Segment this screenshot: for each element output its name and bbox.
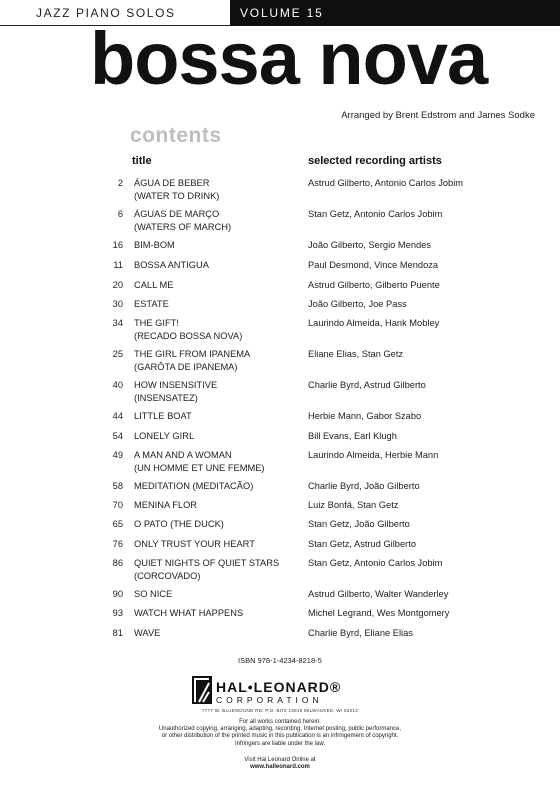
song-subtitle-line: (INSENSATEZ)	[134, 392, 198, 403]
recording-artists: Astrud Gilberto, Antonio Carlos Jobim	[308, 178, 464, 188]
song-title-line: LITTLE BOAT	[134, 411, 192, 421]
page-number: 44	[112, 411, 123, 421]
recording-artists: Stan Getz, Antonio Carlos Jobim	[308, 558, 443, 568]
page-number: 49	[112, 450, 123, 460]
recording-artists: Laurindo Almeida, Herbie Mann	[308, 450, 439, 460]
song-title	[134, 449, 304, 474]
recording-artists: Stan Getz, Astrud Gilberto	[308, 539, 416, 549]
song-title-line: MENINA FLOR	[134, 500, 198, 510]
song-subtitle-line: (CORCOVADO)	[134, 570, 201, 581]
volume-number: VOLUME 15	[240, 6, 324, 20]
song-title-line: ONLY TRUST YOUR HEART	[134, 539, 255, 549]
song-title	[134, 410, 304, 423]
song-subtitle-line: (GARÔTA DE IPANEMA)	[134, 361, 238, 372]
recording-artists: Laurindo Almeida, Hank Mobley	[308, 318, 440, 328]
page-number: 34	[112, 318, 123, 328]
recording-artists: Astrud Gilberto, Gilberto Puente	[308, 280, 440, 290]
recording-artists: Paul Desmond, Vince Mendoza	[308, 260, 439, 270]
page-number: 40	[112, 380, 123, 390]
page-number: 20	[112, 280, 123, 290]
page-number: 11	[113, 260, 123, 270]
song-title-line: ESTATE	[134, 299, 169, 309]
visit-line: Visit Hal Leonard Online at	[244, 757, 316, 763]
recording-artists: Bill Evans, Earl Klugh	[308, 431, 397, 441]
song-title-line: A MAN AND A WOMAN	[134, 450, 232, 460]
series-name: JAZZ PIANO SOLOS	[36, 6, 176, 20]
page-number: 76	[112, 539, 123, 549]
page-number: 81	[112, 628, 123, 638]
song-title-line: ÁGUA DE BEBER	[134, 178, 210, 188]
song-title	[134, 259, 304, 272]
song-title	[134, 279, 304, 292]
page-number: 16	[112, 240, 123, 250]
page-number: 93	[112, 608, 123, 618]
recording-artists: Michel Legrand, Wes Montgomery	[308, 608, 450, 618]
page-number: 2	[117, 178, 123, 188]
recording-artists: Astrud Gilberto, Walter Wanderley	[308, 589, 449, 599]
song-title	[134, 538, 304, 551]
song-subtitle-line: (WATERS OF MARCH)	[134, 221, 232, 232]
copyright-line: For all works contained herein:	[239, 719, 321, 725]
song-title	[134, 317, 304, 342]
recording-artists: João Gilberto, Sergio Mendes	[308, 240, 431, 250]
artists-column-header: selected recording artists	[308, 155, 442, 167]
song-title-line: THE GIFT!	[134, 318, 179, 328]
song-title	[134, 298, 304, 311]
song-title-line: CALL ME	[134, 280, 174, 290]
arranger-credit: Arranged by Brent Edstrom and James Sodke	[341, 110, 535, 121]
copyright-line: Unauthorized copying, arranging, adapting, recording, Internet posting, public performance,	[158, 726, 402, 733]
book-title: bossa nova	[90, 17, 488, 100]
recording-artists: Eliane Elias, Stan Getz	[308, 349, 404, 359]
song-title	[134, 208, 304, 233]
song-title-line: SO NICE	[134, 589, 173, 599]
song-title-line: HOW INSENSITIVE	[134, 380, 218, 390]
website-notice	[180, 757, 380, 771]
website-url[interactable]: www.halleonard.com	[250, 764, 310, 771]
logo-wordmark: HAL•LEONARD®	[216, 679, 342, 695]
logo-subtext: CORPORATION	[216, 695, 323, 705]
song-title-line: ÁGUAS DE MARÇO	[134, 209, 220, 219]
contents-heading: contents	[130, 124, 222, 147]
song-title-line: WAVE	[134, 628, 161, 638]
isbn: ISBN 978-1-4234-8218-5	[238, 656, 322, 665]
copyright-line: or other distribution of the printed music in this publication is an infringement of copyright.	[161, 733, 399, 740]
page-number: 54	[112, 431, 123, 441]
page-number: 58	[112, 481, 123, 491]
page-number: 30	[112, 299, 123, 309]
song-title	[134, 588, 304, 601]
recording-artists: Stan Getz, João Gilberto	[308, 519, 410, 529]
copyright-line: Infringers are liable under the law.	[234, 740, 326, 747]
song-title-line: THE GIRL FROM IPANEMA	[134, 349, 251, 359]
page-number: 70	[112, 500, 123, 510]
recording-artists: Stan Getz, Antonio Carlos Jobim	[308, 209, 443, 219]
song-title-line: MEDITATION (MEDITACÃO)	[134, 481, 254, 491]
recording-artists: Charlie Byrd, Astrud Gilberto	[308, 380, 426, 390]
page-number: 25	[112, 349, 123, 359]
song-subtitle-line: (RECADO BOSSA NOVA)	[134, 330, 243, 341]
recording-artists: Charlie Byrd, João Gilberto	[308, 481, 420, 491]
song-title	[134, 348, 304, 373]
title-column-header: title	[132, 155, 152, 167]
song-subtitle-line: (UN HOMME ET UNE FEMME)	[134, 462, 265, 473]
song-title	[134, 379, 304, 404]
song-subtitle-line: (WATER TO DRINK)	[134, 190, 220, 201]
publisher-address: 7777 W. BLUEMOUND RD. P.O. BOX 13819 MILWAUKEE, WI 53213	[201, 708, 359, 713]
song-title	[134, 177, 304, 202]
song-title	[134, 518, 304, 531]
recording-artists: João Gilberto, Joe Pass	[308, 299, 407, 309]
song-title	[134, 480, 304, 493]
page-number: 6	[117, 209, 123, 219]
song-title-line: BOSSA ANTIGUA	[134, 260, 209, 270]
page-number: 86	[112, 558, 123, 568]
song-title-line: WATCH WHAT HAPPENS	[134, 608, 244, 618]
recording-artists: Herbie Mann, Gabor Szabo	[308, 411, 422, 421]
song-title	[134, 557, 304, 582]
recording-artists: Charlie Byrd, Eliane Elias	[308, 628, 413, 638]
song-title	[134, 627, 304, 640]
song-title	[134, 430, 304, 443]
song-title	[134, 499, 304, 512]
song-title-line: LONELY GIRL	[134, 431, 195, 441]
page-number: 65	[112, 519, 123, 529]
copyright-notice	[130, 719, 430, 748]
song-title-line: O PATO (THE DUCK)	[134, 519, 224, 529]
song-title-line: BIM-BOM	[134, 240, 175, 250]
song-title-line: QUIET NIGHTS OF QUIET STARS	[134, 558, 280, 568]
song-title	[134, 607, 304, 620]
page-number: 90	[112, 589, 123, 599]
recording-artists: Luiz Bonfá, Stan Getz	[308, 500, 399, 510]
song-title	[134, 239, 304, 252]
